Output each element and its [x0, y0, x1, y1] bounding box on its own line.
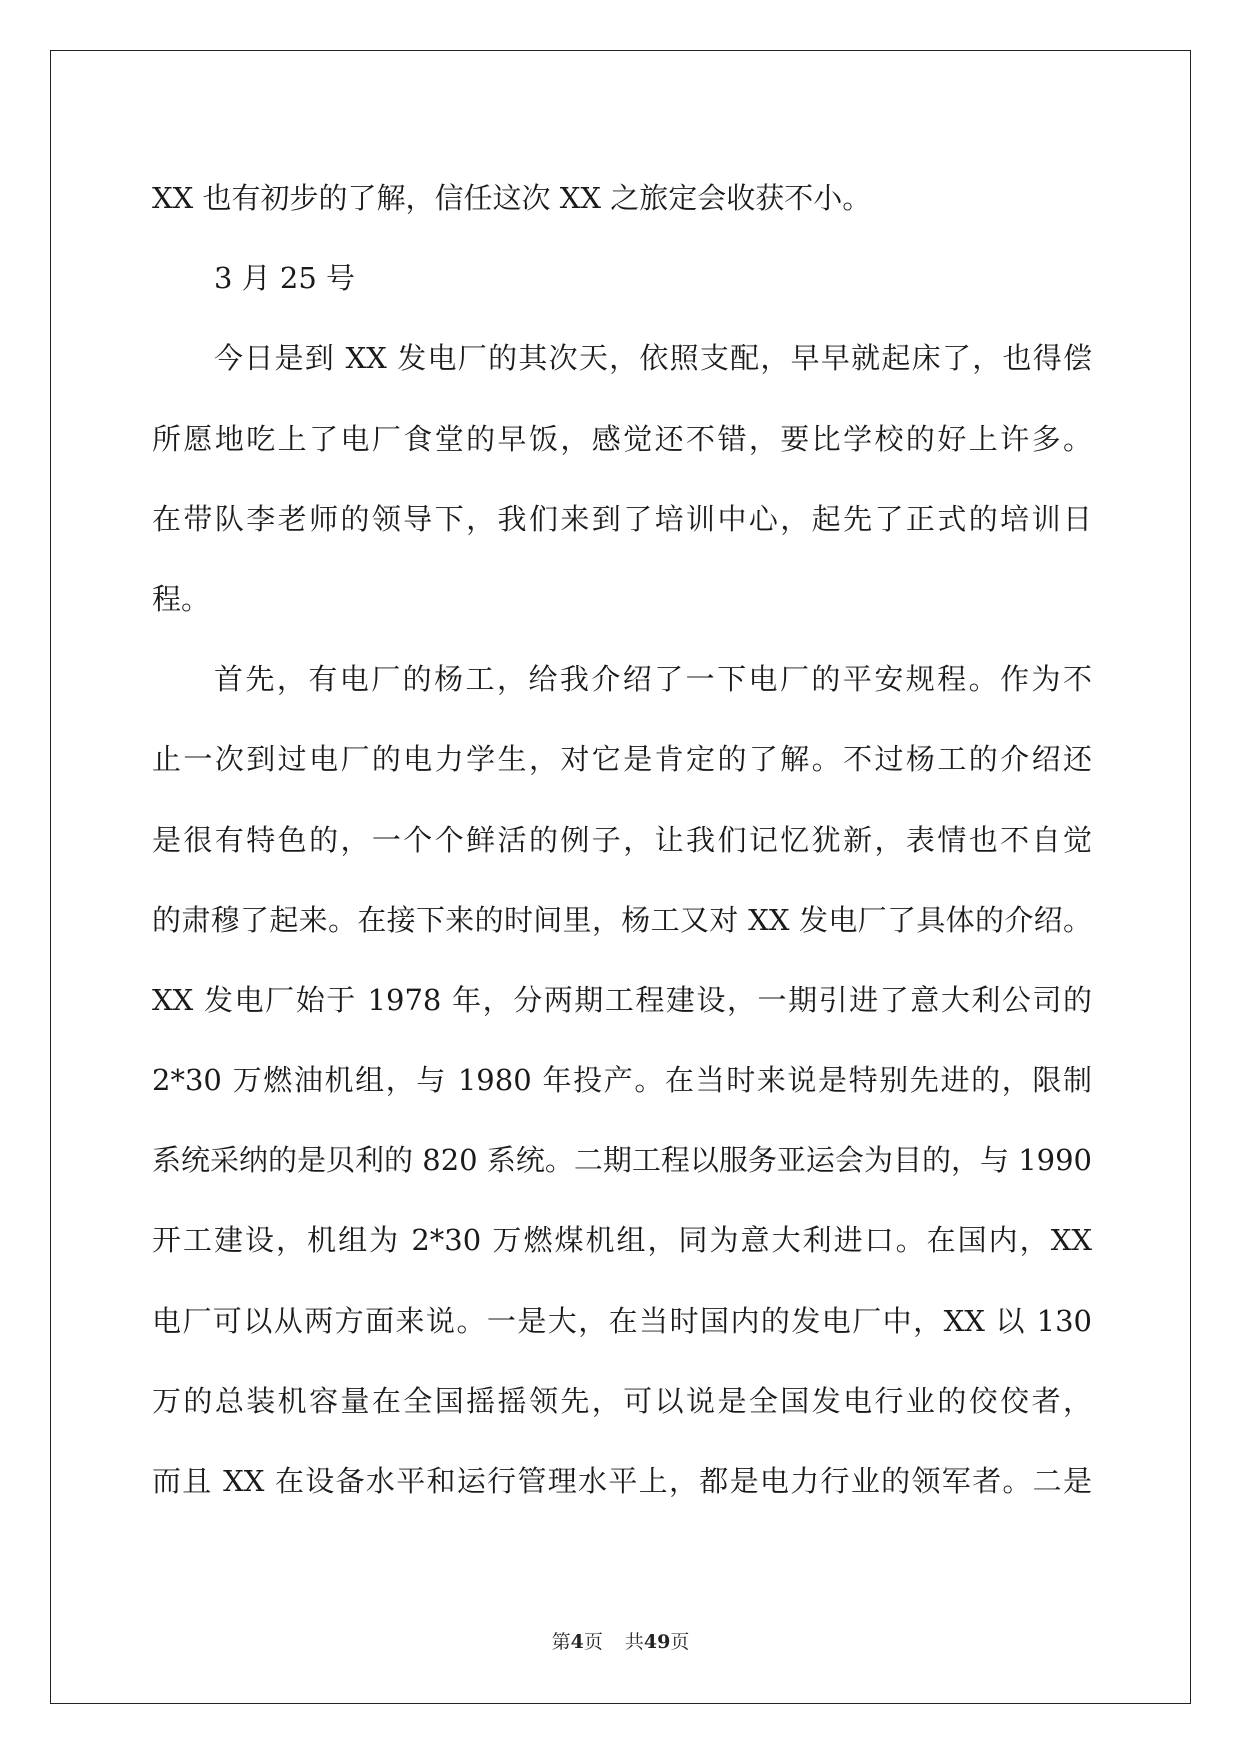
text-line: 是很有特色的，一个个鲜活的例子，让我们记忆犹新，表情也不自觉: [152, 822, 1092, 857]
text-line: 首先，有电厂的杨工，给我介绍了一下电厂的平安规程。作为不: [214, 662, 1092, 697]
text-line: 万的总装机容量在全国摇摇领先，可以说是全国发电行业的佼佼者，: [152, 1383, 1092, 1418]
date-heading: 3 月 25 号: [214, 261, 356, 296]
document-body: [152, 158, 1092, 1521]
text-line: 程。: [152, 581, 211, 616]
text-line: 系统采纳的是贝利的 820 系统。二期工程以服务亚运会为目的，与 1990: [152, 1143, 1092, 1178]
text-line: 开工建设，机组为 2*30 万燃煤机组，同为意大利进口。在国内，XX: [152, 1223, 1092, 1258]
text-line: XX 发电厂始于 1978 年，分两期工程建设，一期引进了意大利公司的: [152, 982, 1092, 1017]
text-line: 而且 XX 在设备水平和运行管理水平上，都是电力行业的领军者。二是: [152, 1464, 1092, 1498]
footer-total-suffix: 页: [670, 1631, 690, 1653]
total-pages: 49: [643, 1631, 671, 1653]
footer-prefix: 第: [551, 1631, 571, 1653]
text-line: 在带队李老师的领导下，我们来到了培训中心，起先了正式的培训日: [152, 501, 1092, 536]
text-line: 2*30 万燃油机组，与 1980 年投产。在当时来说是特别先进的，限制: [152, 1063, 1092, 1098]
footer-total-prefix: 共: [624, 1631, 644, 1653]
page-number: 4: [570, 1631, 584, 1653]
text-line: XX 也有初步的了解，信任这次 XX 之旅定会收获不小。: [152, 181, 872, 215]
text-line: 电厂可以从两方面来说。一是大，在当时国内的发电厂中，XX 以 130: [152, 1303, 1092, 1338]
footer-page-suffix: 页: [583, 1631, 603, 1653]
text-line: 的肃穆了起来。在接下来的时间里，杨工又对 XX 发电厂了具体的介绍。: [152, 902, 1092, 937]
text-line: 所愿地吃上了电厂食堂的早饭，感觉还不错，要比学校的好上许多。: [152, 421, 1092, 456]
text-line: 今日是到 XX 发电厂的其次天，依照支配，早早就起床了，也得偿: [214, 341, 1092, 376]
text-line: 止一次到过电厂的电力学生，对它是肯定的了解。不过杨工的介绍还: [152, 742, 1092, 777]
page-footer: [0, 1627, 1241, 1654]
